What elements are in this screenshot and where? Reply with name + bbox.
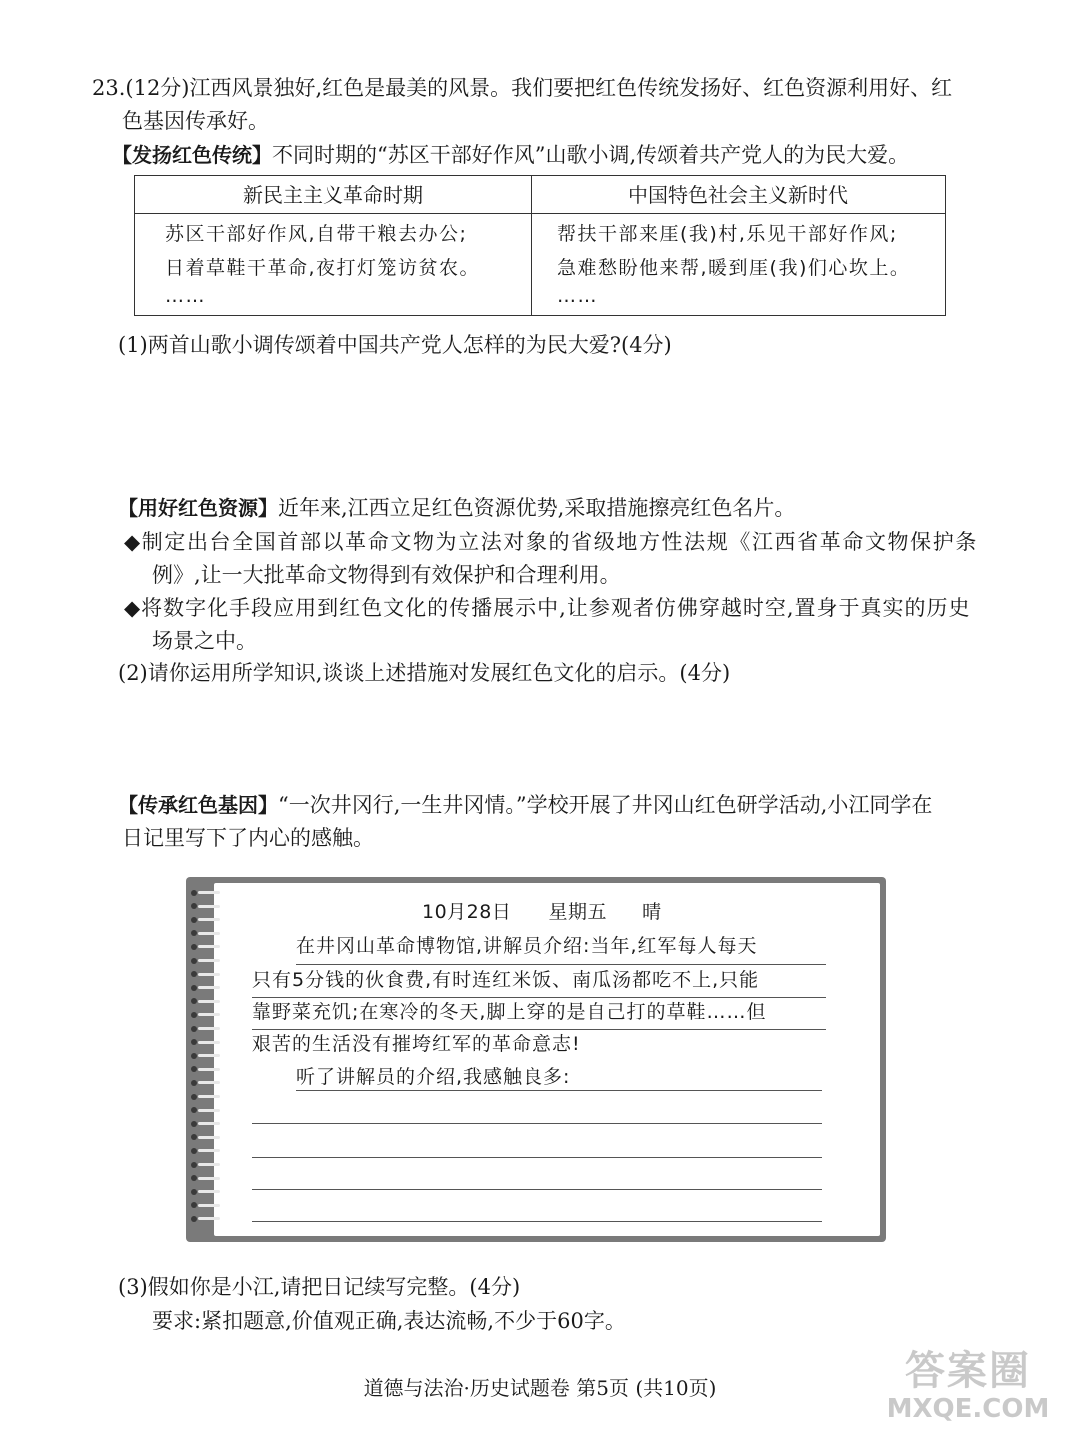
diary-rule: [296, 1090, 822, 1091]
answer-line: [252, 1221, 822, 1222]
section-heading: 【传承红色基因】: [118, 793, 278, 817]
sub-question-3: (3)假如你是小江,请把日记续写完整。(4分): [118, 1275, 521, 1299]
spiral-hole: [191, 903, 197, 909]
spiral-ring: [198, 1109, 220, 1112]
answer-line: [252, 1157, 822, 1158]
table-header-right: 中国特色社会主义新时代: [531, 176, 945, 214]
spiral-ring: [198, 1190, 220, 1193]
watermark-en: MXQE.COM: [886, 1394, 1050, 1424]
answer-line: [252, 1123, 822, 1124]
spiral-hole: [191, 958, 197, 964]
spiral-hole: [191, 1053, 197, 1059]
spiral-ring: [198, 945, 220, 948]
spiral-ring: [198, 959, 220, 962]
spiral-ring: [198, 1177, 220, 1180]
spiral-ring: [198, 1054, 220, 1057]
spiral-hole: [191, 1026, 197, 1032]
table-cell-right-line: 急难愁盼他来帮,暖到厓(我)们心坎上。: [557, 257, 911, 279]
watermark-cn: 答案圈: [905, 1348, 1031, 1394]
spiral-hole: [191, 985, 197, 991]
table-cell-right-line: ……: [557, 285, 598, 307]
section-text-line2: 日记里写下了内心的感触。: [122, 826, 374, 850]
sub-question-1: (1)两首山歌小调传颂着中国共产党人怎样的为民大爱?(4分): [118, 333, 672, 357]
table-cell-right-line: 帮扶干部来厓(我)村,乐见干部好作风;: [557, 223, 898, 245]
table-cell-left-line: 苏区干部好作风,自带干粮去办公;: [165, 223, 468, 245]
bullet-1-line1: ◆制定出台全国首部以革命文物为立法对象的省级地方性法规《江西省革命文物保护条: [124, 530, 978, 554]
spiral-hole: [191, 1134, 197, 1140]
diary-line: 艰苦的生活没有摧垮红军的革命意志!: [252, 1033, 581, 1055]
diary-prompt: 听了讲解员的介绍,我感触良多:: [296, 1066, 571, 1088]
spiral-hole: [191, 1094, 197, 1100]
spiral-hole: [191, 944, 197, 950]
spiral-hole: [191, 1189, 197, 1195]
bullet-2-line2: 场景之中。: [152, 629, 257, 653]
diary-date: 10月28日: [422, 901, 512, 923]
spiral-ring: [198, 1149, 220, 1152]
table-cell-left-line: ……: [165, 285, 206, 307]
spiral-ring: [198, 905, 220, 908]
spiral-ring: [198, 1217, 220, 1220]
answer-line: [252, 1189, 822, 1190]
spiral-hole: [191, 1107, 197, 1113]
section-heading: 【用好红色资源】: [118, 496, 278, 520]
watermark-logo: [878, 1348, 1058, 1424]
spiral-hole: [191, 1148, 197, 1154]
spiral-ring: [198, 891, 220, 894]
spiral-ring: [198, 1122, 220, 1125]
spiral-ring: [198, 1041, 220, 1044]
spiral-hole: [191, 1080, 197, 1086]
spiral-hole: [191, 1162, 197, 1168]
question-stem-line1: 23.(12分)江西风景独好,红色是最美的风景。我们要把红色传统发扬好、红色资源利用好、红: [92, 76, 953, 100]
spiral-ring: [198, 986, 220, 989]
spiral-hole: [191, 1216, 197, 1222]
spiral-hole: [191, 971, 197, 977]
diary-weather: 晴: [642, 901, 662, 923]
diary-weekday: 星期五: [548, 901, 607, 923]
section-red-gene: [118, 790, 932, 820]
spiral-ring: [198, 1163, 220, 1166]
bullet-2-line1: ◆将数字化手段应用到红色文化的传播展示中,让参观者仿佛穿越时空,置身于真实的历史: [124, 596, 971, 620]
spiral-hole: [191, 1012, 197, 1018]
spiral-hole: [191, 1175, 197, 1181]
spiral-ring: [198, 973, 220, 976]
spiral-ring: [198, 1136, 220, 1139]
spiral-hole: [191, 998, 197, 1004]
requirement-text: 要求:紧扣题意,价值观正确,表达流畅,不少于60字。: [152, 1309, 626, 1333]
diary-line: 只有5分钱的伙食费,有时连红米饭、南瓜汤都吃不上,只能: [252, 969, 760, 991]
spiral-ring: [198, 932, 220, 935]
section-red-resources: [118, 493, 795, 523]
section-red-tradition: [112, 140, 909, 170]
spiral-hole: [191, 1066, 197, 1072]
spiral-hole: [191, 930, 197, 936]
sub-question-2: (2)请你运用所学知识,谈谈上述措施对发展红色文化的启示。(4分): [118, 661, 731, 685]
page-footer: 道德与法治·历史试题卷 第5页 (共10页): [363, 1376, 717, 1400]
table-cell-left-line: 日着草鞋干革命,夜打灯笼访贫农。: [165, 257, 481, 279]
diary-line: 在井冈山革命博物馆,讲解员介绍:当年,红军每人每天: [296, 935, 758, 957]
question-stem-line2: 色基因传承好。: [122, 109, 269, 133]
section-heading: 【发扬红色传统】: [112, 143, 272, 167]
spiral-ring: [198, 1013, 220, 1016]
table-header-left: 新民主主义革命时期: [135, 176, 531, 214]
song-comparison-table: [134, 175, 946, 316]
spiral-ring: [198, 1000, 220, 1003]
spiral-hole: [191, 1121, 197, 1127]
spiral-ring: [198, 1081, 220, 1084]
spiral-hole: [191, 917, 197, 923]
section-text: 近年来,江西立足红色资源优势,采取措施擦亮红色名片。: [278, 496, 796, 520]
section-text: 不同时期的“苏区干部好作风”山歌小调,传颂着共产党人的为民大爱。: [272, 143, 910, 167]
spiral-hole: [191, 1202, 197, 1208]
spiral-ring: [198, 1204, 220, 1207]
spiral-hole: [191, 1039, 197, 1045]
section-text: “一次井冈行,一生井冈情。”学校开展了井冈山红色研学活动,小江同学在: [278, 793, 933, 817]
spiral-ring: [198, 1068, 220, 1071]
spiral-hole: [191, 890, 197, 896]
bullet-1-line2: 例》,让一大批革命文物得到有效保护和合理利用。: [152, 563, 621, 587]
spiral-ring: [198, 918, 220, 921]
spiral-ring: [198, 1027, 220, 1030]
diary-header: [422, 897, 662, 927]
diary-line: 靠野菜充饥;在寒冷的冬天,脚上穿的是自己打的草鞋……但: [252, 1001, 767, 1023]
spiral-ring: [198, 1095, 220, 1098]
diary-notebook: [186, 877, 886, 1242]
